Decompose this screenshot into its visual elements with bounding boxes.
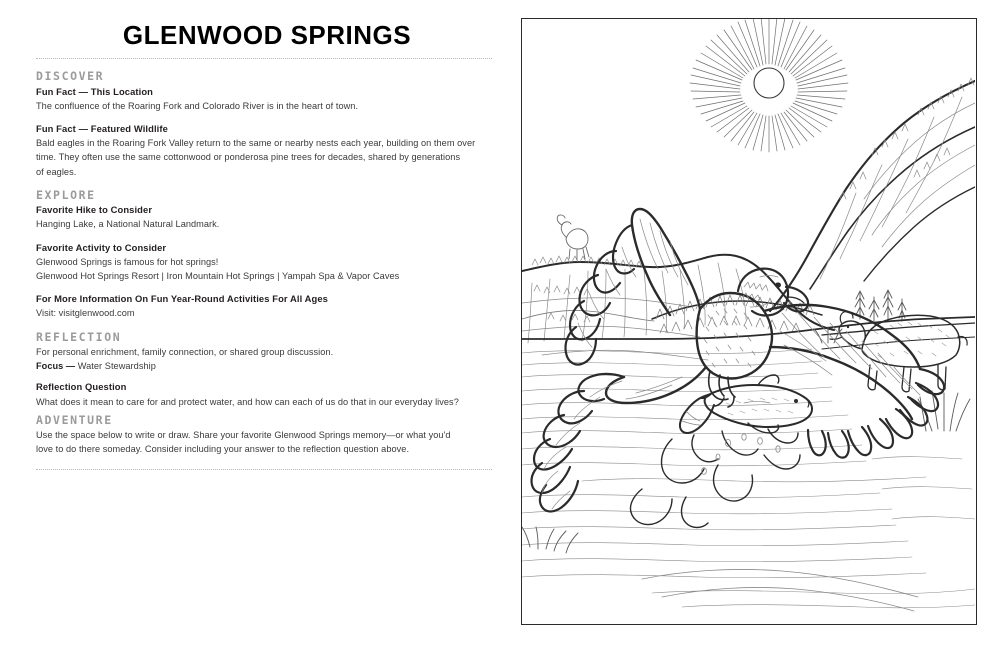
explore-item-0 xyxy=(36,203,492,231)
adventure-line-1: love to do there someday. Consider including your answer to the reflection question above. xyxy=(36,444,410,455)
section-discover xyxy=(36,69,492,179)
spacer xyxy=(36,373,492,380)
bear-eye xyxy=(847,326,849,328)
illustration-panel xyxy=(521,18,977,625)
section-heading-adventure: ADVENTURE xyxy=(36,412,113,427)
section-reflection xyxy=(36,330,492,409)
section-heading-reflection: REFLECTION xyxy=(36,329,122,344)
section-heading-explore: EXPLORE xyxy=(36,187,96,202)
explore-item-1-line-1: Glenwood Hot Springs Resort | Iron Mountain Hot Springs | Yampah Spa & Vapor Caves xyxy=(36,270,400,281)
section-adventure xyxy=(36,413,492,457)
adventure-line-0: Use the space below to write or draw. Share your favorite Glenwood Springs memory—or what you'd xyxy=(36,430,451,441)
discover-item-1 xyxy=(36,122,492,179)
reflection-question-line: What does it mean to care for and protect water, and how can each of us do that in our everyday lives? xyxy=(36,396,459,407)
divider-top xyxy=(36,58,492,60)
reflection-question-subhead: Reflection Question xyxy=(36,381,127,393)
reflection-intro: For personal enrichment, family connection, or shared group discussion. xyxy=(36,346,334,357)
illustration-background xyxy=(522,19,975,623)
eagle-eye xyxy=(775,282,781,287)
discover-item-0 xyxy=(36,85,492,113)
explore-item-1-line-0: Glenwood Springs is famous for hot springs! xyxy=(36,256,219,267)
reflection-focus-label: Focus — xyxy=(36,361,76,372)
discover-item-1-subhead: Fun Fact — Featured Wildlife xyxy=(36,123,168,135)
text-column xyxy=(36,22,492,471)
explore-item-1 xyxy=(36,241,492,284)
more-info-visit-line[interactable]: Visit: visitglenwood.com xyxy=(36,308,135,319)
discover-item-0-subhead: Fun Fact — This Location xyxy=(36,85,153,97)
explore-item-2-subhead: For More Information On Fun Year-Round Activities For All Ages xyxy=(36,293,328,305)
explore-item-2 xyxy=(36,292,492,320)
reflection-focus-value: Water Stewardship xyxy=(75,361,156,372)
explore-item-1-subhead: Favorite Activity to Consider xyxy=(36,241,167,253)
reflection-question-block xyxy=(36,380,492,408)
section-explore xyxy=(36,188,492,321)
divider-bottom xyxy=(36,469,492,471)
discover-item-1-line-0: Bald eagles in the Roaring Fork Valley return to the same or nearby nests each year, building on them over xyxy=(36,138,476,149)
discover-item-1-line-1: time. They often use the same cottonwood or ponderosa pine trees for decades, shared by generations xyxy=(36,152,461,163)
explore-item-0-line-0: Hanging Lake, a National Natural Landmark. xyxy=(36,219,220,230)
discover-item-1-line-2: of eagles. xyxy=(36,166,77,177)
reflection-focus xyxy=(36,359,492,373)
page-title: GLENWOOD SPRINGS xyxy=(122,20,412,50)
discover-item-0-line-0: The confluence of the Roaring Fork and Colorado River is in the heart of town. xyxy=(36,100,359,111)
section-heading-discover: DISCOVER xyxy=(36,69,105,84)
explore-item-0-subhead: Favorite Hike to Consider xyxy=(36,204,153,216)
fish-eye xyxy=(794,399,798,403)
coloring-illustration xyxy=(522,19,975,623)
